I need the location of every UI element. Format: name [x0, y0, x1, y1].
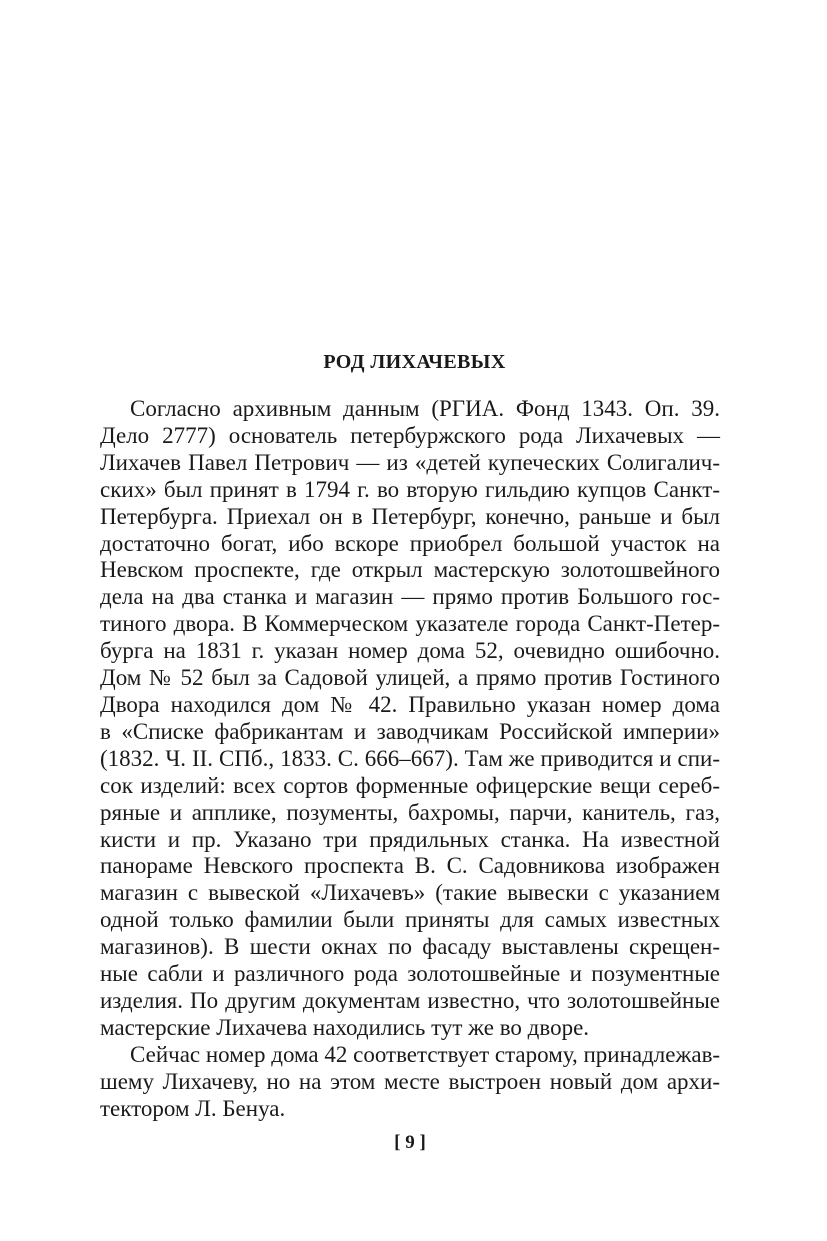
text-line: в «Списке фабрикантам и заводчикам Российской империи» — [100, 718, 720, 744]
text-line: Петербурга. Приехал он в Петербург, конечно, раньше и был — [100, 503, 720, 529]
text-line: одной только фамилии были приняты для самых известных — [100, 907, 720, 933]
text-line: тиного двора. В Коммерческом указателе города Санкт-Петер- — [100, 611, 720, 637]
text-line: Двора находился дом № 42. Правильно указан номер дома — [100, 691, 720, 717]
page-number: [ 9 ] — [394, 1132, 426, 1153]
text-line: сок изделий: всех сортов форменные офицерские вещи сереб- — [100, 772, 720, 798]
text-line: ные сабли и различного рода золотошвейные и позументные — [100, 961, 720, 987]
text-line: шему Лихачеву, но на этом месте выстроен новый дом архи- — [100, 1068, 720, 1094]
paragraph — [100, 396, 720, 1042]
text-line: магазинов). В шести окнах по фасаду выставлены скрещен- — [100, 934, 720, 960]
text-line: ских» был принят в 1794 г. во вторую гильдию купцов Санкт- — [100, 476, 720, 502]
text-line: Невском проспекте, где открыл мастерскую золотошвейного — [100, 557, 720, 583]
text-line: дела на два станка и магазин — прямо против Большого гос- — [100, 584, 720, 610]
body-text — [100, 396, 720, 1122]
text-line: кисти и пр. Указано три прядильных станка. На известной — [100, 826, 720, 852]
text-line: тектором Л. Бенуа. — [100, 1095, 286, 1121]
chapter-heading: РОД ЛИХАЧЕВЫХ — [323, 351, 506, 373]
text-line: Дом № 52 был за Садовой улицей, а прямо против Гостиного — [100, 665, 720, 691]
paragraph — [100, 1042, 720, 1123]
text-line: панораме Невского проспекта В. С. Садовникова изображен — [100, 853, 720, 879]
text-line: (1832. Ч. II. СПб., 1833. С. 666–667). Там же приводится и спи- — [100, 745, 720, 771]
text-line: мастерские Лихачева находились тут же во дворе. — [100, 1014, 590, 1040]
text-line: Согласно архивным данным (РГИА. Фонд 1343. Оп. 39. — [130, 396, 720, 421]
text-line: достаточно богат, ибо вскоре приобрел большой участок на — [100, 530, 720, 556]
text-line: изделия. По другим документам известно, что золотошвейные — [100, 987, 720, 1013]
text-line: магазин с вывеской «Лихачевъ» (такие вывески с указанием — [100, 880, 720, 906]
text-line: ряные и апплике, позументы, бахромы, парчи, канитель, газ, — [100, 799, 720, 825]
text-line: бурга на 1831 г. указан номер дома 52, очевидно ошибочно. — [100, 638, 720, 664]
text-line: Лихачев Павел Петрович — из «детей купеческих Солигалич- — [100, 449, 720, 475]
text-line: Дело 2777) основатель петербуржского рода Лихачевых — — [100, 422, 720, 448]
text-line: Сейчас номер дома 42 соответствует старому, принадлежав- — [130, 1041, 721, 1067]
